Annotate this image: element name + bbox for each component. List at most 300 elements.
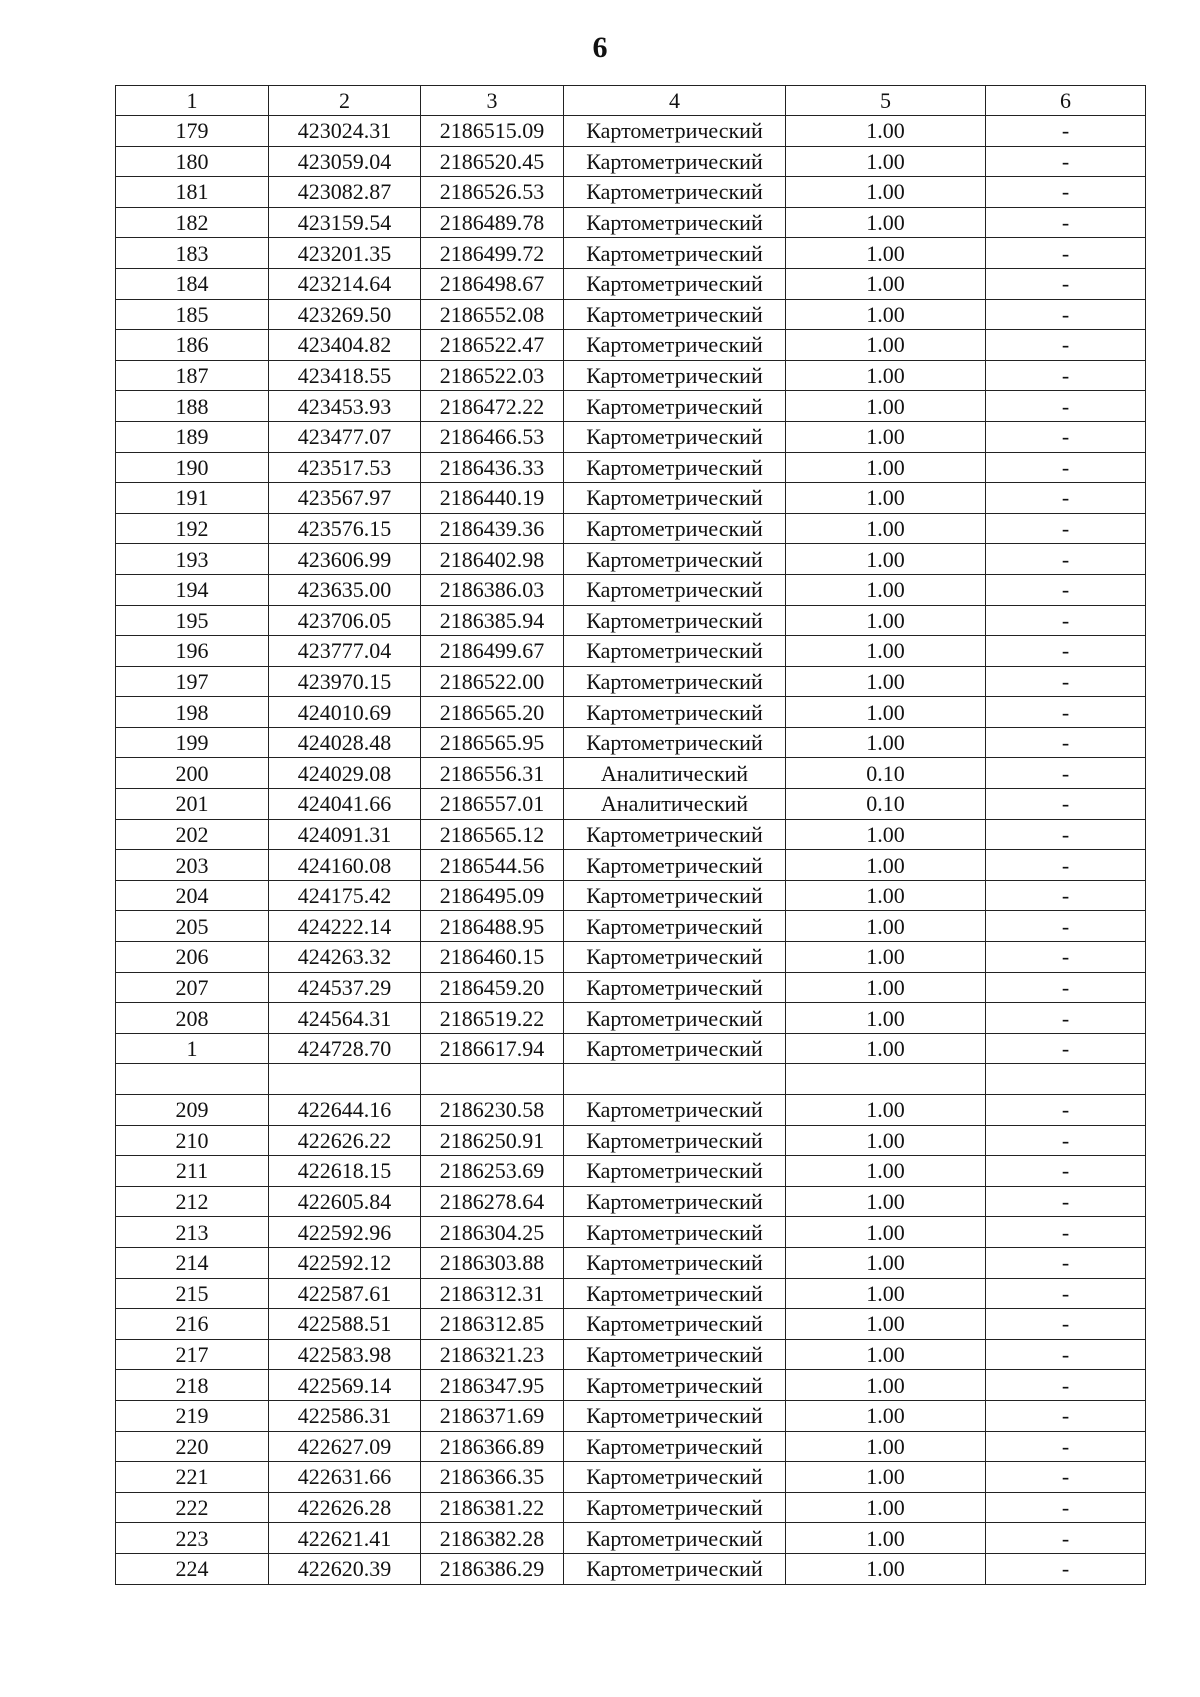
accuracy-cell: 1.00 (786, 1095, 986, 1126)
x-coordinate-cell: 423970.15 (269, 666, 421, 697)
method-cell: Картометрический (564, 1553, 786, 1584)
table-row (116, 299, 1146, 330)
point-number-cell: 218 (116, 1370, 269, 1401)
x-coordinate-cell: 423706.05 (269, 605, 421, 636)
method-cell: Картометрический (564, 1462, 786, 1493)
point-number-cell: 219 (116, 1400, 269, 1431)
accuracy-cell: 1.00 (786, 207, 986, 238)
note-cell: - (986, 544, 1146, 575)
y-coordinate-cell: 2186459.20 (421, 972, 564, 1003)
y-coordinate-cell: 2186382.28 (421, 1523, 564, 1554)
y-coordinate-cell: 2186515.09 (421, 116, 564, 147)
table-row (116, 972, 1146, 1003)
y-coordinate-cell: 2186617.94 (421, 1033, 564, 1064)
y-coordinate-cell: 2186386.29 (421, 1553, 564, 1584)
x-coordinate-cell: 422626.22 (269, 1125, 421, 1156)
x-coordinate-cell: 423576.15 (269, 513, 421, 544)
column-header: 3 (421, 86, 564, 116)
method-cell: Картометрический (564, 1370, 786, 1401)
y-coordinate-cell: 2186381.22 (421, 1492, 564, 1523)
point-number-cell: 180 (116, 146, 269, 177)
method-cell: Аналитический (564, 789, 786, 820)
method-cell: Картометрический (564, 360, 786, 391)
x-coordinate-cell: 424028.48 (269, 727, 421, 758)
table-row (116, 1553, 1146, 1584)
table-row (116, 1186, 1146, 1217)
note-cell: - (986, 1095, 1146, 1126)
table-row (116, 789, 1146, 820)
note-cell: - (986, 1156, 1146, 1187)
accuracy-cell: 1.00 (786, 421, 986, 452)
accuracy-cell: 1.00 (786, 1431, 986, 1462)
point-number-cell: 188 (116, 391, 269, 422)
table-row (116, 636, 1146, 667)
y-coordinate-cell: 2186565.95 (421, 727, 564, 758)
method-cell: Картометрический (564, 1125, 786, 1156)
note-cell: - (986, 1278, 1146, 1309)
y-coordinate-cell: 2186499.72 (421, 238, 564, 269)
table-row (116, 942, 1146, 973)
accuracy-cell: 1.00 (786, 1309, 986, 1340)
accuracy-cell: 1.00 (786, 146, 986, 177)
x-coordinate-cell: 423404.82 (269, 330, 421, 361)
method-cell: Картометрический (564, 1400, 786, 1431)
point-number-cell: 216 (116, 1309, 269, 1340)
x-coordinate-cell: 424263.32 (269, 942, 421, 973)
x-coordinate-cell: 423477.07 (269, 421, 421, 452)
note-cell: - (986, 1431, 1146, 1462)
accuracy-cell: 1.00 (786, 268, 986, 299)
note-cell: - (986, 452, 1146, 483)
x-coordinate-cell: 422627.09 (269, 1431, 421, 1462)
method-cell: Картометрический (564, 1003, 786, 1034)
y-coordinate-cell: 2186556.31 (421, 758, 564, 789)
column-header: 6 (986, 86, 1146, 116)
method-cell: Картометрический (564, 574, 786, 605)
x-coordinate-cell: 423635.00 (269, 574, 421, 605)
note-cell: - (986, 1247, 1146, 1278)
x-coordinate-cell: 423567.97 (269, 483, 421, 514)
note-cell: - (986, 1003, 1146, 1034)
table-row (116, 1370, 1146, 1401)
accuracy-cell: 1.00 (786, 1033, 986, 1064)
x-coordinate-cell: 422588.51 (269, 1309, 421, 1340)
note-cell: - (986, 116, 1146, 147)
y-coordinate-cell: 2186565.12 (421, 819, 564, 850)
point-number-cell: 223 (116, 1523, 269, 1554)
y-coordinate-cell: 2186519.22 (421, 1003, 564, 1034)
method-cell: Картометрический (564, 1492, 786, 1523)
point-number-cell: 204 (116, 880, 269, 911)
table-row (116, 1247, 1146, 1278)
x-coordinate-cell: 424222.14 (269, 911, 421, 942)
method-cell: Картометрический (564, 116, 786, 147)
x-coordinate-cell: 423269.50 (269, 299, 421, 330)
accuracy-cell: 1.00 (786, 1156, 986, 1187)
point-number-cell: 181 (116, 177, 269, 208)
x-coordinate-cell: 422587.61 (269, 1278, 421, 1309)
accuracy-cell: 1.00 (786, 1462, 986, 1493)
point-number-cell: 217 (116, 1339, 269, 1370)
accuracy-cell: 1.00 (786, 483, 986, 514)
x-coordinate-cell (269, 1064, 421, 1095)
coordinates-table (115, 85, 1146, 1585)
point-number-cell: 222 (116, 1492, 269, 1523)
x-coordinate-cell: 422621.41 (269, 1523, 421, 1554)
method-cell: Картометрический (564, 421, 786, 452)
note-cell: - (986, 880, 1146, 911)
method-cell: Картометрический (564, 1217, 786, 1248)
table-row (116, 1278, 1146, 1309)
x-coordinate-cell: 422592.96 (269, 1217, 421, 1248)
y-coordinate-cell: 2186495.09 (421, 880, 564, 911)
accuracy-cell: 1.00 (786, 544, 986, 575)
point-number-cell: 221 (116, 1462, 269, 1493)
y-coordinate-cell: 2186366.35 (421, 1462, 564, 1493)
table-row (116, 238, 1146, 269)
point-number-cell: 192 (116, 513, 269, 544)
point-number-cell: 191 (116, 483, 269, 514)
table-row (116, 697, 1146, 728)
table-row (116, 819, 1146, 850)
table-row (116, 177, 1146, 208)
y-coordinate-cell: 2186557.01 (421, 789, 564, 820)
point-number-cell: 187 (116, 360, 269, 391)
note-cell: - (986, 697, 1146, 728)
point-number-cell: 1 (116, 1033, 269, 1064)
point-number-cell: 190 (116, 452, 269, 483)
accuracy-cell: 1.00 (786, 1492, 986, 1523)
accuracy-cell: 1.00 (786, 1217, 986, 1248)
y-coordinate-cell: 2186371.69 (421, 1400, 564, 1431)
column-header: 5 (786, 86, 986, 116)
note-cell: - (986, 391, 1146, 422)
accuracy-cell: 1.00 (786, 1370, 986, 1401)
y-coordinate-cell: 2186304.25 (421, 1217, 564, 1248)
note-cell: - (986, 1125, 1146, 1156)
note-cell: - (986, 666, 1146, 697)
y-coordinate-cell: 2186522.03 (421, 360, 564, 391)
x-coordinate-cell: 424091.31 (269, 819, 421, 850)
x-coordinate-cell: 422618.15 (269, 1156, 421, 1187)
accuracy-cell: 1.00 (786, 513, 986, 544)
method-cell: Картометрический (564, 666, 786, 697)
method-cell: Картометрический (564, 544, 786, 575)
method-cell: Картометрический (564, 911, 786, 942)
table-row (116, 1064, 1146, 1095)
table-row (116, 513, 1146, 544)
accuracy-cell: 1.00 (786, 605, 986, 636)
point-number-cell: 200 (116, 758, 269, 789)
accuracy-cell: 1.00 (786, 177, 986, 208)
point-number-cell: 213 (116, 1217, 269, 1248)
accuracy-cell: 1.00 (786, 819, 986, 850)
x-coordinate-cell: 423606.99 (269, 544, 421, 575)
table-row (116, 666, 1146, 697)
method-cell: Картометрический (564, 299, 786, 330)
point-number-cell: 185 (116, 299, 269, 330)
note-cell: - (986, 727, 1146, 758)
accuracy-cell: 1.00 (786, 666, 986, 697)
method-cell: Картометрический (564, 1186, 786, 1217)
note-cell: - (986, 1400, 1146, 1431)
note-cell (986, 1064, 1146, 1095)
method-cell: Картометрический (564, 330, 786, 361)
method-cell: Картометрический (564, 268, 786, 299)
y-coordinate-cell: 2186303.88 (421, 1247, 564, 1278)
x-coordinate-cell: 423418.55 (269, 360, 421, 391)
x-coordinate-cell: 423201.35 (269, 238, 421, 269)
note-cell: - (986, 146, 1146, 177)
y-coordinate-cell: 2186253.69 (421, 1156, 564, 1187)
accuracy-cell: 1.00 (786, 1339, 986, 1370)
table-row (116, 452, 1146, 483)
point-number-cell: 212 (116, 1186, 269, 1217)
accuracy-cell: 1.00 (786, 972, 986, 1003)
method-cell: Картометрический (564, 850, 786, 881)
note-cell: - (986, 819, 1146, 850)
method-cell (564, 1064, 786, 1095)
x-coordinate-cell: 423024.31 (269, 116, 421, 147)
accuracy-cell: 1.00 (786, 880, 986, 911)
x-coordinate-cell: 422631.66 (269, 1462, 421, 1493)
x-coordinate-cell: 422605.84 (269, 1186, 421, 1217)
method-cell: Картометрический (564, 483, 786, 514)
method-cell: Картометрический (564, 1156, 786, 1187)
method-cell: Картометрический (564, 177, 786, 208)
x-coordinate-cell: 422644.16 (269, 1095, 421, 1126)
table-row (116, 1156, 1146, 1187)
table-row (116, 1523, 1146, 1554)
point-number-cell: 203 (116, 850, 269, 881)
table-row (116, 360, 1146, 391)
point-number-cell: 224 (116, 1553, 269, 1584)
table-row (116, 268, 1146, 299)
table-row (116, 116, 1146, 147)
accuracy-cell (786, 1064, 986, 1095)
table-row (116, 1125, 1146, 1156)
note-cell: - (986, 605, 1146, 636)
accuracy-cell: 1.00 (786, 452, 986, 483)
table-row (116, 483, 1146, 514)
table-row (116, 727, 1146, 758)
accuracy-cell: 1.00 (786, 330, 986, 361)
table-row (116, 1400, 1146, 1431)
point-number-cell: 193 (116, 544, 269, 575)
column-header: 1 (116, 86, 269, 116)
x-coordinate-cell: 424537.29 (269, 972, 421, 1003)
x-coordinate-cell: 424010.69 (269, 697, 421, 728)
point-number-cell: 184 (116, 268, 269, 299)
y-coordinate-cell: 2186385.94 (421, 605, 564, 636)
y-coordinate-cell: 2186439.36 (421, 513, 564, 544)
method-cell: Картометрический (564, 513, 786, 544)
method-cell: Картометрический (564, 972, 786, 1003)
method-cell: Картометрический (564, 1339, 786, 1370)
point-number-cell: 198 (116, 697, 269, 728)
method-cell: Картометрический (564, 391, 786, 422)
accuracy-cell: 1.00 (786, 942, 986, 973)
accuracy-cell: 1.00 (786, 116, 986, 147)
y-coordinate-cell: 2186347.95 (421, 1370, 564, 1401)
x-coordinate-cell: 424029.08 (269, 758, 421, 789)
point-number-cell: 215 (116, 1278, 269, 1309)
method-cell: Картометрический (564, 636, 786, 667)
note-cell: - (986, 1553, 1146, 1584)
note-cell: - (986, 513, 1146, 544)
table-header-row (116, 86, 1146, 116)
column-header: 4 (564, 86, 786, 116)
point-number-cell: 186 (116, 330, 269, 361)
y-coordinate-cell: 2186552.08 (421, 299, 564, 330)
accuracy-cell: 1.00 (786, 636, 986, 667)
accuracy-cell: 1.00 (786, 1186, 986, 1217)
point-number-cell: 189 (116, 421, 269, 452)
y-coordinate-cell: 2186460.15 (421, 942, 564, 973)
accuracy-cell: 0.10 (786, 789, 986, 820)
note-cell: - (986, 636, 1146, 667)
accuracy-cell: 1.00 (786, 1003, 986, 1034)
note-cell: - (986, 1523, 1146, 1554)
point-number-cell: 196 (116, 636, 269, 667)
y-coordinate-cell: 2186544.56 (421, 850, 564, 881)
x-coordinate-cell: 422620.39 (269, 1553, 421, 1584)
y-coordinate-cell: 2186402.98 (421, 544, 564, 575)
table-row (116, 574, 1146, 605)
point-number-cell: 179 (116, 116, 269, 147)
x-coordinate-cell: 424728.70 (269, 1033, 421, 1064)
accuracy-cell: 1.00 (786, 1247, 986, 1278)
y-coordinate-cell: 2186489.78 (421, 207, 564, 238)
method-cell: Картометрический (564, 819, 786, 850)
table-row (116, 207, 1146, 238)
method-cell: Картометрический (564, 727, 786, 758)
note-cell: - (986, 850, 1146, 881)
y-coordinate-cell: 2186250.91 (421, 1125, 564, 1156)
method-cell: Картометрический (564, 1033, 786, 1064)
table-row (116, 1309, 1146, 1340)
point-number-cell: 194 (116, 574, 269, 605)
page-number: 6 (592, 31, 608, 64)
x-coordinate-cell: 423517.53 (269, 452, 421, 483)
y-coordinate-cell: 2186440.19 (421, 483, 564, 514)
note-cell: - (986, 1033, 1146, 1064)
point-number-cell: 197 (116, 666, 269, 697)
y-coordinate-cell: 2186278.64 (421, 1186, 564, 1217)
method-cell: Картометрический (564, 146, 786, 177)
point-number-cell: 183 (116, 238, 269, 269)
accuracy-cell: 1.00 (786, 1553, 986, 1584)
x-coordinate-cell: 424160.08 (269, 850, 421, 881)
note-cell: - (986, 911, 1146, 942)
point-number-cell: 209 (116, 1095, 269, 1126)
table-row (116, 758, 1146, 789)
note-cell: - (986, 207, 1146, 238)
y-coordinate-cell: 2186466.53 (421, 421, 564, 452)
point-number-cell: 214 (116, 1247, 269, 1278)
x-coordinate-cell: 423159.54 (269, 207, 421, 238)
method-cell: Картометрический (564, 697, 786, 728)
x-coordinate-cell: 422586.31 (269, 1400, 421, 1431)
y-coordinate-cell: 2186498.67 (421, 268, 564, 299)
table-row (116, 1431, 1146, 1462)
x-coordinate-cell: 422626.28 (269, 1492, 421, 1523)
note-cell: - (986, 1309, 1146, 1340)
method-cell: Картометрический (564, 1431, 786, 1462)
note-cell: - (986, 177, 1146, 208)
point-number-cell: 202 (116, 819, 269, 850)
x-coordinate-cell: 424564.31 (269, 1003, 421, 1034)
table-row (116, 605, 1146, 636)
point-number-cell: 207 (116, 972, 269, 1003)
note-cell: - (986, 268, 1146, 299)
table-row (116, 1217, 1146, 1248)
method-cell: Картометрический (564, 238, 786, 269)
y-coordinate-cell: 2186499.67 (421, 636, 564, 667)
point-number-cell: 206 (116, 942, 269, 973)
method-cell: Картометрический (564, 942, 786, 973)
y-coordinate-cell: 2186472.22 (421, 391, 564, 422)
y-coordinate-cell: 2186520.45 (421, 146, 564, 177)
method-cell: Картометрический (564, 452, 786, 483)
y-coordinate-cell: 2186386.03 (421, 574, 564, 605)
point-number-cell: 211 (116, 1156, 269, 1187)
note-cell: - (986, 972, 1146, 1003)
method-cell: Картометрический (564, 605, 786, 636)
method-cell: Картометрический (564, 1523, 786, 1554)
table-row (116, 880, 1146, 911)
table-row (116, 911, 1146, 942)
point-number-cell: 182 (116, 207, 269, 238)
x-coordinate-cell: 423453.93 (269, 391, 421, 422)
y-coordinate-cell: 2186526.53 (421, 177, 564, 208)
note-cell: - (986, 1217, 1146, 1248)
method-cell: Картометрический (564, 1247, 786, 1278)
x-coordinate-cell: 423082.87 (269, 177, 421, 208)
note-cell: - (986, 1339, 1146, 1370)
accuracy-cell: 1.00 (786, 574, 986, 605)
note-cell: - (986, 789, 1146, 820)
table-row (116, 391, 1146, 422)
x-coordinate-cell: 423777.04 (269, 636, 421, 667)
table-row (116, 146, 1146, 177)
note-cell: - (986, 574, 1146, 605)
table-row (116, 850, 1146, 881)
note-cell: - (986, 1462, 1146, 1493)
note-cell: - (986, 483, 1146, 514)
method-cell: Картометрический (564, 880, 786, 911)
accuracy-cell: 1.00 (786, 697, 986, 728)
table-row (116, 1095, 1146, 1126)
y-coordinate-cell: 2186366.89 (421, 1431, 564, 1462)
method-cell: Аналитический (564, 758, 786, 789)
accuracy-cell: 1.00 (786, 1523, 986, 1554)
note-cell: - (986, 942, 1146, 973)
accuracy-cell: 0.10 (786, 758, 986, 789)
accuracy-cell: 1.00 (786, 727, 986, 758)
table-row (116, 421, 1146, 452)
point-number-cell: 201 (116, 789, 269, 820)
accuracy-cell: 1.00 (786, 1125, 986, 1156)
method-cell: Картометрический (564, 207, 786, 238)
method-cell: Картометрический (564, 1278, 786, 1309)
table-row (116, 1003, 1146, 1034)
y-coordinate-cell: 2186488.95 (421, 911, 564, 942)
y-coordinate-cell: 2186321.23 (421, 1339, 564, 1370)
note-cell: - (986, 299, 1146, 330)
x-coordinate-cell: 424041.66 (269, 789, 421, 820)
x-coordinate-cell: 422592.12 (269, 1247, 421, 1278)
